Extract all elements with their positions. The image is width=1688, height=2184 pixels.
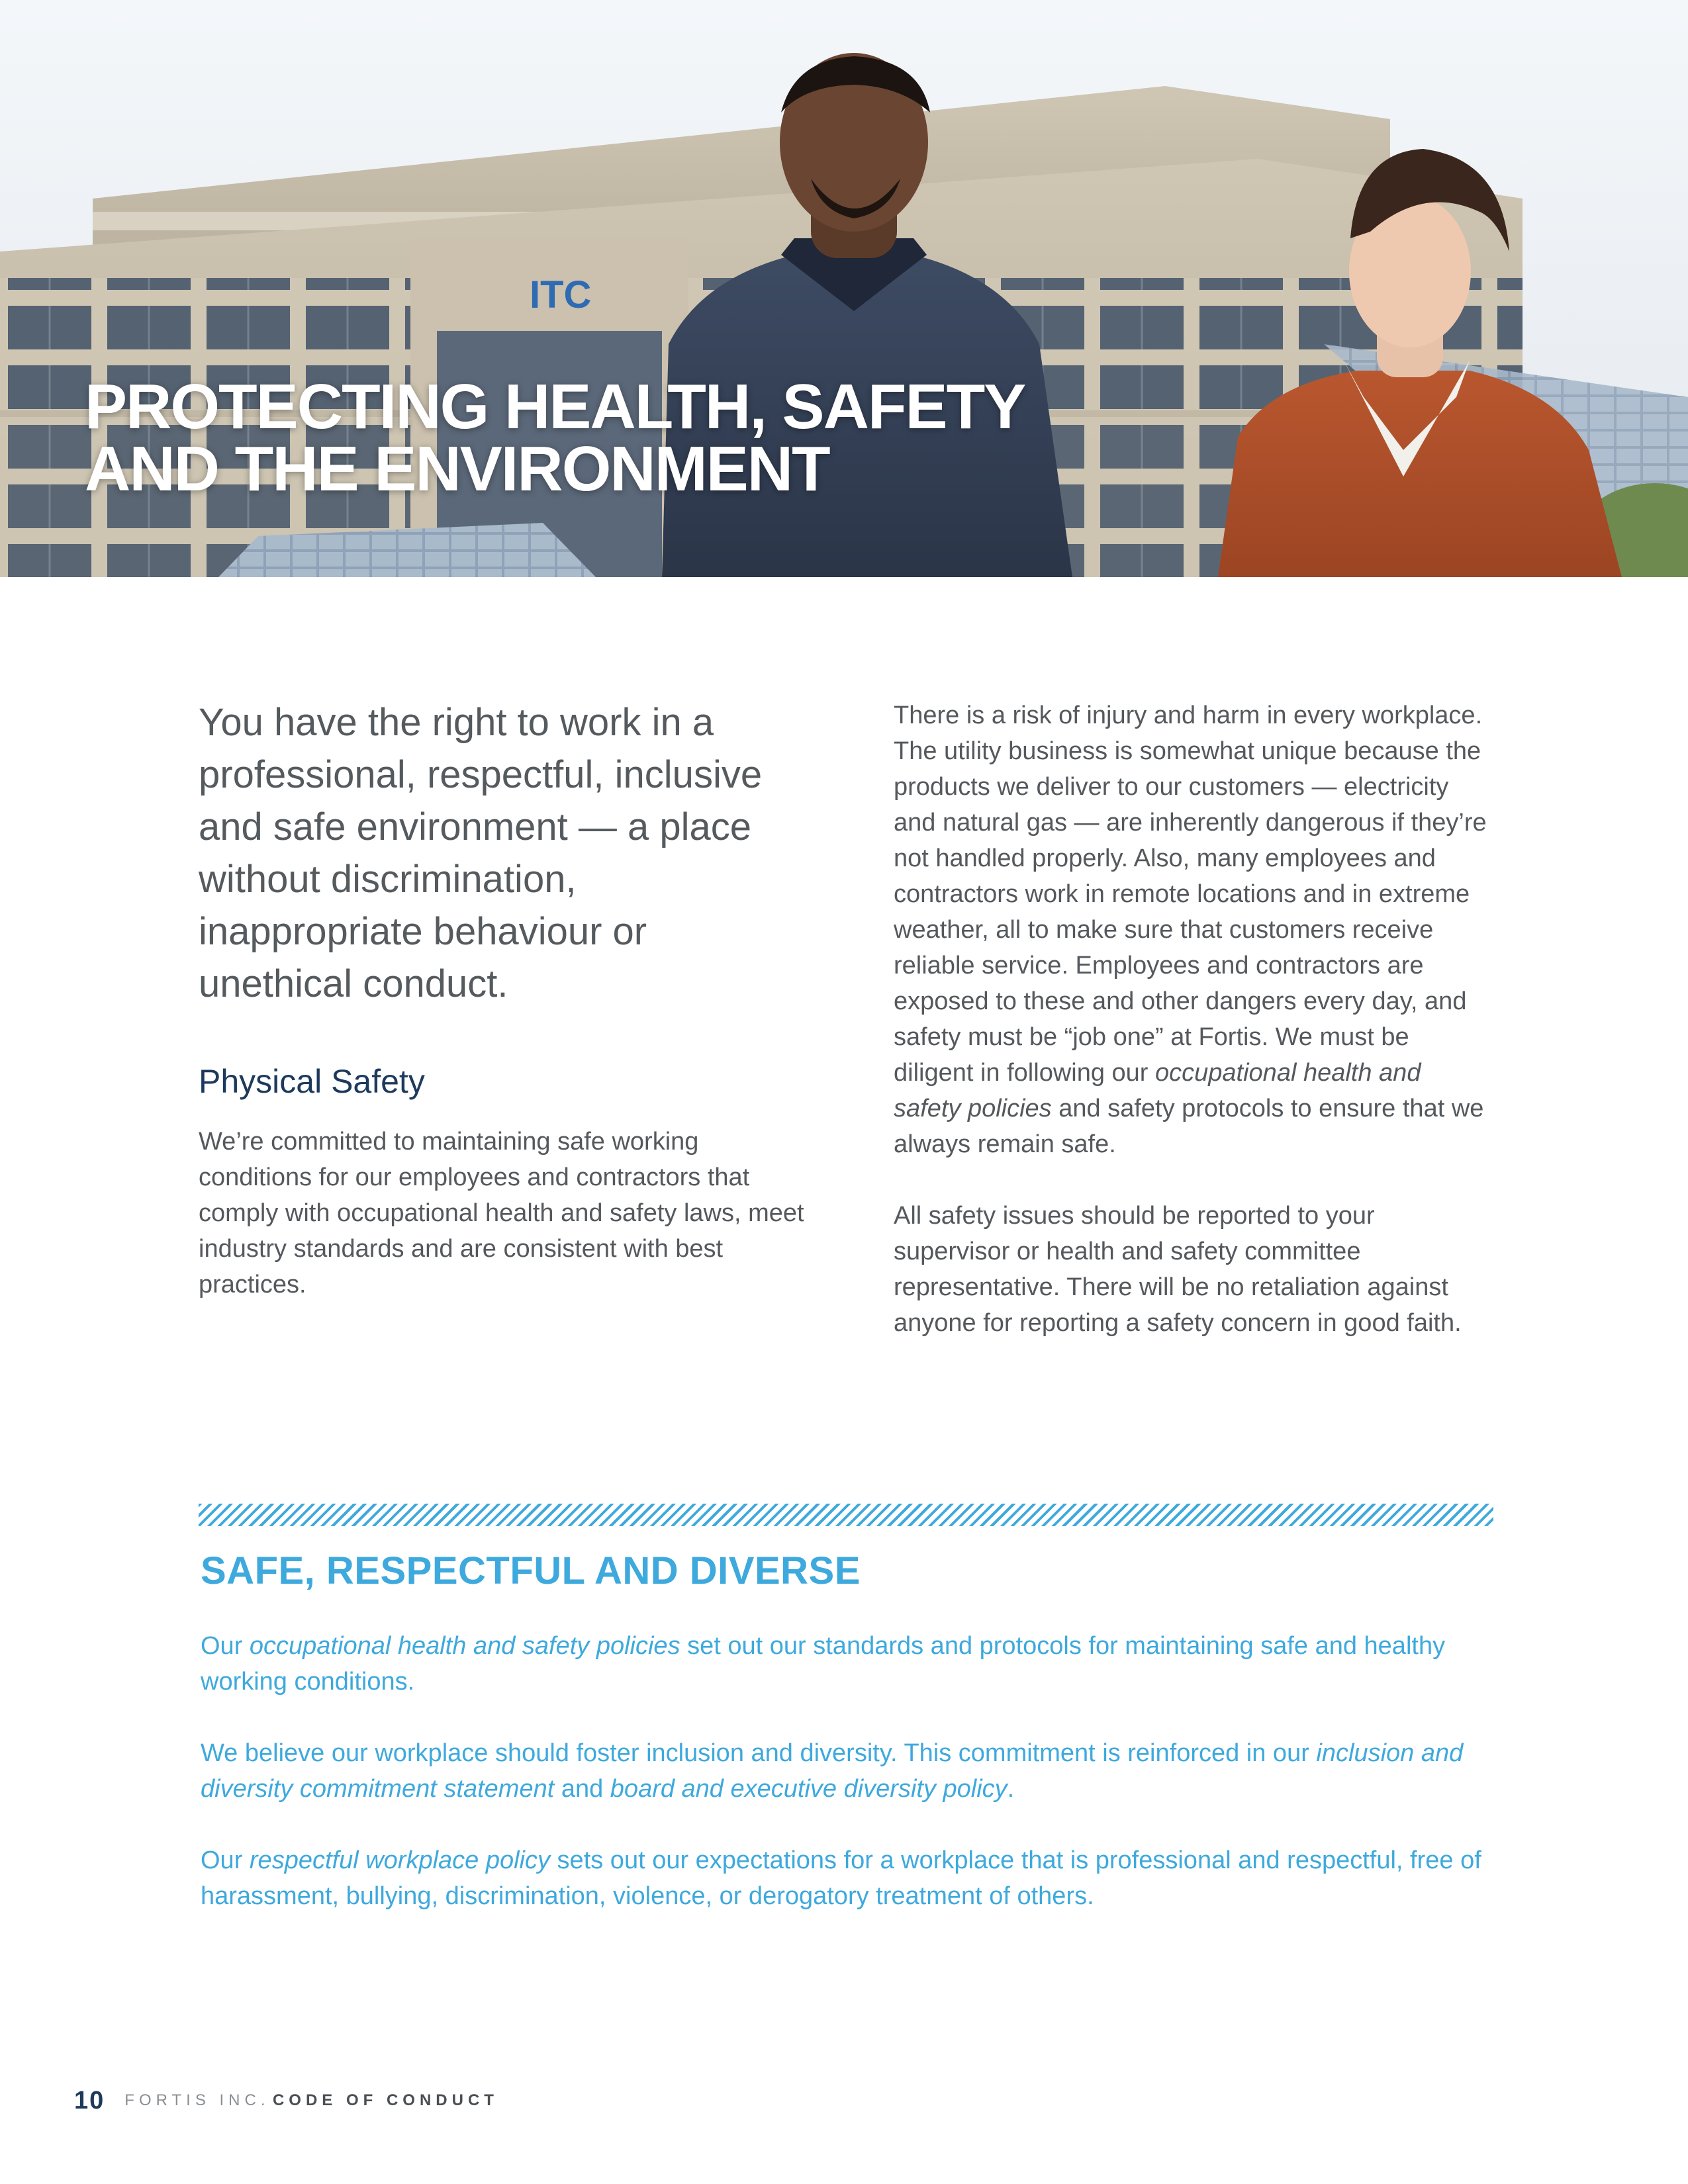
callout-heading: SAFE, RESPECTFUL AND DIVERSE (201, 1549, 861, 1592)
respectful-workplace-policy-ref: respectful workplace policy (249, 1846, 550, 1874)
callout-p1-text-b: set out our standards and protocols for maintaining safe and healthy working conditions. (201, 1632, 1446, 1696)
callout-p2-text-mid: and (554, 1775, 610, 1803)
callout-ohs-policies-ref: occupational health and safety policies (249, 1632, 680, 1660)
callout-p3-text-b: sets out our expectations for a workplace that is professional and respectful, free of harassment, bullying, discrimination, violence, or derogatory treatment of others. (201, 1846, 1481, 1910)
lead-statement: You have the right to work in a professional, respectful, inclusive and safe environment — a place without discrimination, inappropriate behaviour or unethical conduct. (199, 701, 763, 1005)
footer-doc-title: CODE OF CONDUCT (272, 2091, 498, 2109)
hatched-divider (199, 1504, 1493, 1526)
hero-banner (0, 0, 1688, 577)
page-title-line-2: AND THE ENVIRONMENT (85, 433, 829, 504)
page-title (85, 371, 1025, 504)
page-number: 10 (74, 2086, 105, 2115)
footer-org: FORTIS INC. (124, 2091, 270, 2109)
risk-text-a: There is a risk of injury and harm in every workplace. The utility business is somewhat unique because the products we deliver to our customers — electricity and natural gas — are inherently dangerous if they’re not handled properly. Also, many employees and contractors work in remote locations and in extreme weather, all to make sure that customers receive reliable service. Employees and contractors are exposed to these and other dangers every day, and safety must be “job one” at Fortis. We must be diligent in following our (894, 702, 1487, 1087)
callout-paragraph-1 (201, 1628, 1491, 1700)
page-title-line-1: PROTECTING HEALTH, SAFETY (85, 371, 1025, 442)
callout-body (201, 1628, 1491, 1950)
footer-label (124, 2091, 498, 2110)
reporting-paragraph: All safety issues should be reported to your supervisor or health and safety committee representative. There will be no retaliation against anyone for reporting a safety concern in good faith. (894, 1202, 1462, 1337)
callout-p2-text-b: . (1007, 1775, 1015, 1803)
risk-paragraph (894, 698, 1489, 1162)
diversity-policy-ref: board and executive diversity policy (610, 1775, 1008, 1803)
callout-paragraph-2 (201, 1735, 1491, 1807)
callout-p1-text-a: Our (201, 1632, 250, 1660)
callout-paragraph-3 (201, 1843, 1491, 1914)
risk-text-b: and safety protocols to ensure that we always remain safe. (894, 1095, 1484, 1158)
callout-p3-text-a: Our (201, 1846, 250, 1874)
physical-safety-heading: Physical Safety (199, 1063, 425, 1100)
ohs-policies-ref: occupational health and safety policies (894, 1059, 1421, 1122)
left-column (199, 696, 808, 1302)
itc-sign: ITC (530, 273, 592, 316)
physical-safety-paragraph: We’re committed to maintaining safe working conditions for our employees and contractors that comply with occupational health and safety laws, meet industry standards and are consistent with best practices. (199, 1128, 804, 1298)
inclusion-statement-ref: inclusion and diversity commitment statement (201, 1739, 1464, 1803)
callout-p2-text-a: We believe our workplace should foster inclusion and diversity. This commitment is reinforced in our (201, 1739, 1317, 1767)
right-column (894, 698, 1489, 1377)
page-footer (74, 2086, 498, 2115)
